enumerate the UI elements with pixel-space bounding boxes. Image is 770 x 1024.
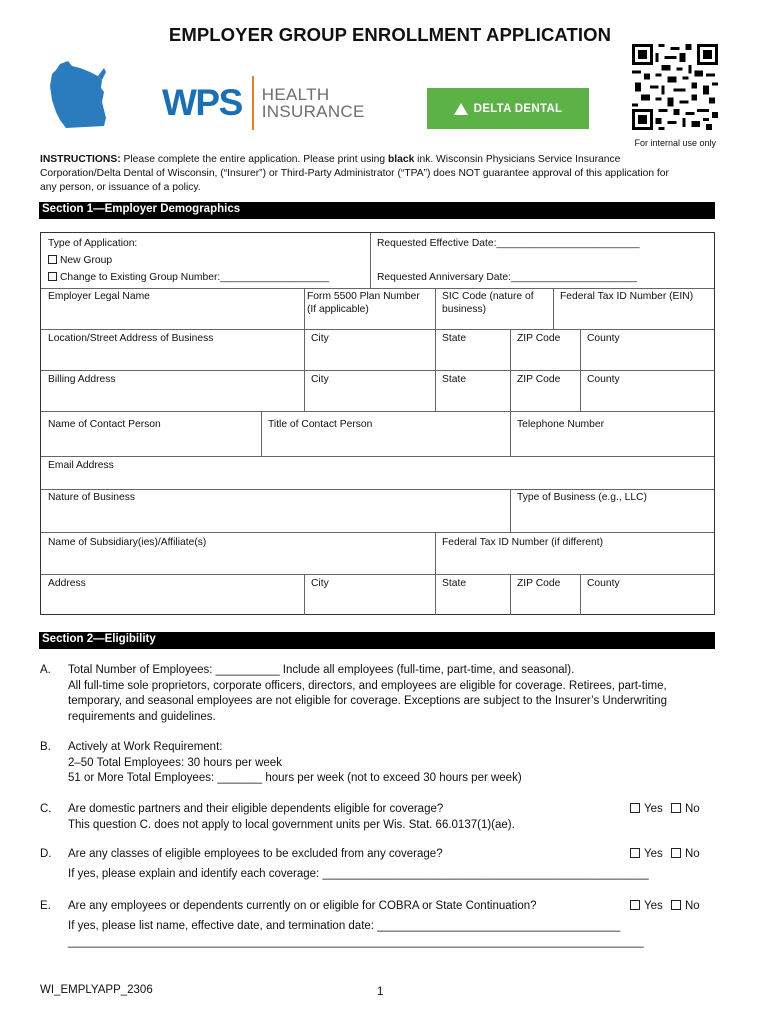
delta-triangle-icon — [454, 103, 468, 115]
black-word: black — [387, 154, 415, 165]
contact-name-field[interactable]: Name of Contact Person — [48, 419, 161, 430]
location-state-field[interactable]: State — [442, 333, 467, 344]
email-field[interactable]: Email Address — [48, 460, 114, 471]
question-d-no-checkbox[interactable] — [671, 848, 681, 858]
subsidiary-state-field[interactable]: State — [442, 578, 467, 589]
requested-effective-date-field[interactable]: Requested Effective Date:_________________________ — [377, 238, 640, 249]
cobra-details-field[interactable]: If yes, please list name, effective date, and termination date: ______________________________________ — [68, 919, 621, 932]
billing-city-field[interactable]: City — [311, 374, 329, 385]
form-id: WI_EMPLYAPP_2306 — [40, 984, 153, 996]
total-employees-field[interactable]: Total Number of Employees: __________ Include all employees (full-time, part-time, and seasonal). — [68, 664, 575, 676]
qr-code-icon — [632, 44, 718, 130]
change-group-option[interactable]: Change to Existing Group Number:___________________ — [48, 271, 329, 284]
wisconsin-map-logo — [46, 58, 112, 130]
question-d-yes-checkbox[interactable] — [630, 848, 640, 858]
subsidiary-address-field[interactable]: Address — [48, 578, 86, 589]
type-of-business-field[interactable]: Type of Business (e.g., LLC) — [517, 492, 647, 503]
cobra-details-line-2[interactable]: __________________________________________________________________________________________ — [68, 936, 644, 948]
location-zip-field[interactable]: ZIP Code — [517, 333, 561, 344]
telephone-field[interactable]: Telephone Number — [517, 419, 605, 430]
new-group-option[interactable]: New Group — [48, 254, 112, 267]
billing-address-field[interactable]: Billing Address — [48, 374, 116, 385]
subsidiary-fein-field[interactable]: Federal Tax ID Number (if different) — [442, 537, 603, 548]
sic-code-field[interactable]: SIC Code (nature of business) — [442, 291, 534, 315]
form-title: EMPLOYER GROUP ENROLLMENT APPLICATION — [168, 24, 612, 45]
requested-anniversary-date-field[interactable]: Requested Anniversary Date:______________________ — [377, 272, 637, 283]
subsidiary-county-field[interactable]: County — [587, 578, 620, 589]
question-e-yes-no: Yes No — [630, 899, 700, 915]
employer-legal-name-field[interactable]: Employer Legal Name — [48, 291, 150, 302]
wps-health-insurance-logo — [162, 74, 365, 132]
wps-wordmark: WPS — [162, 82, 242, 123]
change-group-checkbox[interactable] — [48, 272, 57, 281]
location-county-field[interactable]: County — [587, 333, 620, 344]
form-5500-field[interactable]: Form 5500 Plan Number (If applicable) — [307, 291, 420, 315]
new-group-checkbox[interactable] — [48, 255, 57, 264]
question-e-no-checkbox[interactable] — [671, 900, 681, 910]
question-c-no-checkbox[interactable] — [671, 803, 681, 813]
wps-subtitle: HEALTH INSURANCE — [261, 85, 365, 121]
federal-tax-id-field[interactable]: Federal Tax ID Number (EIN) — [560, 291, 694, 302]
subsidiary-zip-field[interactable]: ZIP Code — [517, 578, 561, 589]
section-1-header: Section 1—Employer Demographics — [39, 202, 715, 219]
wps-divider — [252, 76, 254, 130]
section-2-header: Section 2—Eligibility — [39, 632, 715, 649]
question-c-yes-checkbox[interactable] — [630, 803, 640, 813]
billing-state-field[interactable]: State — [442, 374, 467, 385]
billing-zip-field[interactable]: ZIP Code — [517, 374, 561, 385]
nature-of-business-field[interactable]: Nature of Business — [48, 492, 135, 503]
location-city-field[interactable]: City — [311, 333, 329, 344]
billing-county-field[interactable]: County — [587, 374, 620, 385]
question-e-yes-checkbox[interactable] — [630, 900, 640, 910]
internal-use-label: For internal use only — [634, 138, 716, 148]
employer-demographics-table — [40, 232, 715, 615]
hours-per-week-field[interactable]: 51 or More Total Employees: _______ hours per week (not to exceed 30 hours per week) — [68, 772, 522, 784]
instructions-label: INSTRUCTIONS: — [40, 154, 121, 165]
location-address-field[interactable]: Location/Street Address of Business — [48, 333, 214, 344]
question-d-yes-no: Yes No — [630, 847, 700, 863]
subsidiary-name-field[interactable]: Name of Subsidiary(ies)/Affiliate(s) — [48, 537, 207, 548]
excluded-classes-explain-field[interactable]: If yes, please explain and identify each coverage: ___________________________________________________ — [68, 867, 649, 880]
question-c-yes-no: Yes No — [630, 802, 700, 818]
page-number: 1 — [377, 986, 384, 998]
contact-title-field[interactable]: Title of Contact Person — [268, 419, 373, 430]
type-of-application-label: Type of Application: — [48, 238, 138, 249]
instructions: INSTRUCTIONS: Please complete the entire application. Please print using black ink. Wisconsin Physicians Service Insurance Corporation/Delta Dental of Wisconsin, (“Insurer”) or Third-Party Administrator (“TPA”) does NOT guarantee approval of this application for any person, or issuance of a policy. — [40, 154, 669, 193]
delta-dental-logo: DELTA DENTAL — [427, 88, 589, 129]
subsidiary-city-field[interactable]: City — [311, 578, 329, 589]
